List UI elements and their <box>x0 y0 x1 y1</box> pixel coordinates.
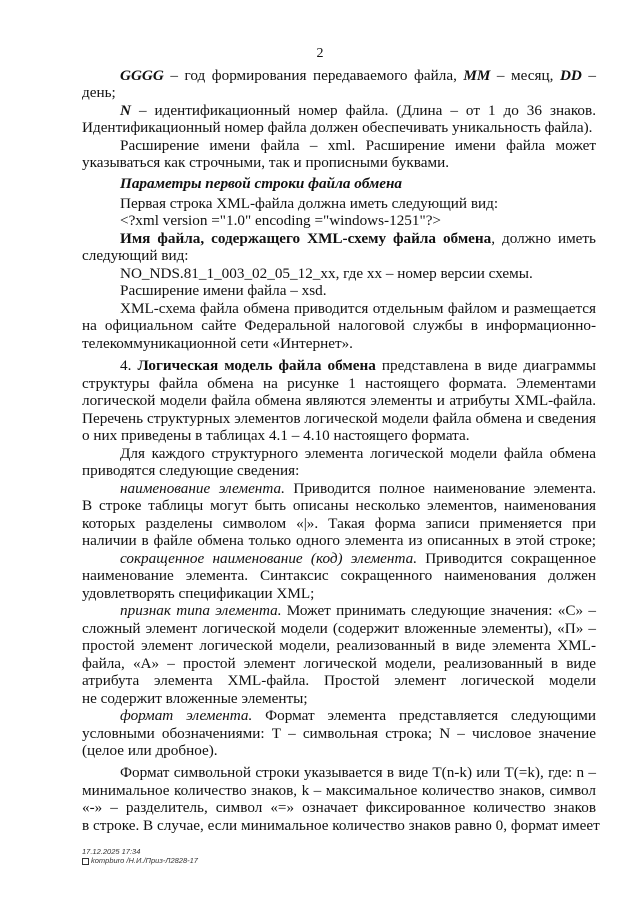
text-line: Расширение имени файла – xml. Расширение имени файла может <box>120 137 596 154</box>
text-line: атрибута элемента XML-файла. Простой элемент логической модели <box>82 672 596 689</box>
text-line: условными обозначениями: Т – символьная строка; N – числовое значение <box>82 725 596 742</box>
text-line: наименование элемента. Приводится полное наименование элемента. <box>120 480 596 497</box>
text-line: «-» – разделитель, символ «=» означает фиксированное количество знаков <box>82 799 596 816</box>
text-line: указываться как строчными, так и прописными буквами. <box>82 154 450 171</box>
text-line: минимальное количество знаков, k – максимальное количество знаков, символ <box>82 782 596 799</box>
text-line: не содержит вложенные элементы; <box>82 690 308 707</box>
text-line: Первая строка XML-файла должна иметь следующий вид: <box>120 195 499 212</box>
text-line: логической модели файла обмена являются элементы и атрибуты XML-файла. <box>82 392 596 409</box>
text-line: 4. Логическая модель файла обмена представлена в виде диаграммы <box>120 357 596 374</box>
text-line: Для каждого структурного элемента логической модели файла обмена <box>120 445 596 462</box>
text-line: которых разделены символом «|». Такая форма записи применяется при <box>82 515 596 532</box>
text-line: Расширение имени файла – xsd. <box>120 282 327 299</box>
text-line: о них приведены в таблицах 4.1 – 4.10 настоящего формата. <box>82 427 470 444</box>
text-line: на официальном сайте Федеральной налоговой службы в информационно- <box>82 317 596 334</box>
text-line: GGGG – год формирования передаваемого файла, MM – месяц, DD – <box>120 67 597 84</box>
text-line: день; <box>82 84 116 101</box>
section-heading: Параметры первой строки файла обмена <box>120 175 403 192</box>
text-line: удовлетворять спецификации XML; <box>82 585 315 602</box>
text-line: телекоммуникационной сети «Интернет». <box>82 335 353 352</box>
text-line: сложный элемент логической модели (содержит вложенные элементы), «П» – <box>82 620 596 637</box>
text-line: Формат символьной строки указывается в виде Т(n-k) или Т(=k), где: n – <box>120 764 596 781</box>
text-line: наименование элемента. Синтаксис сокращенного наименования должен <box>82 567 596 584</box>
text-line: простой элемент логической модели, реализованный в виде элемента XML- <box>82 637 596 654</box>
text-line: Идентификационный номер файла должен обеспечивать уникальность файла). <box>82 119 593 136</box>
footer-path: kompburo /Н.И./Приз-Л2828-17 <box>82 856 198 865</box>
text-line: сокращенное наименование (код) элемента. Приводится сокращенное <box>120 550 596 567</box>
checkbox-icon <box>82 858 89 865</box>
text-line: Имя файла, содержащего XML-схему файла обмена, должно иметь <box>120 230 596 247</box>
text-line: NO_NDS.81_1_003_02_05_12_xx, где хх – номер версии схемы. <box>120 265 533 282</box>
page-number: 2 <box>316 46 324 61</box>
text-line: наличии в файле обмена только одного элемента из описанных в этой строке; <box>82 532 596 549</box>
text-line: следующий вид: <box>82 247 189 264</box>
text-line: Перечень структурных элементов логической модели файла обмена и сведения <box>82 410 596 427</box>
text-line: файла, «А» – простой элемент логической модели, реализованный в виде <box>82 655 596 672</box>
code-line: <?xml version ="1.0" encoding ="windows-1251"?> <box>120 212 441 229</box>
text-line: В строке таблицы могут быть описаны несколько элементов, наименования <box>82 497 596 514</box>
text-line: N – идентификационный номер файла. (Длина – от 1 до 36 знаков. <box>120 102 596 119</box>
text-line: признак типа элемента. Может принимать следующие значения: «С» – <box>120 602 596 619</box>
text-line: в строке. В случае, если минимальное количество знаков равно 0, формат имеет <box>82 817 600 834</box>
text-line: приводятся следующие сведения: <box>82 462 300 479</box>
text-line: формат элемента. Формат элемента представляется следующими <box>120 707 597 724</box>
footer-date: 17.12.2025 17:34 <box>82 847 141 856</box>
text-line: XML-схема файла обмена приводится отдельным файлом и размещается <box>120 300 596 317</box>
text-line: (целое или дробное). <box>82 742 218 759</box>
text-line: структуры файла обмена на рисунке 1 настоящего формата. Элементами <box>82 375 596 392</box>
